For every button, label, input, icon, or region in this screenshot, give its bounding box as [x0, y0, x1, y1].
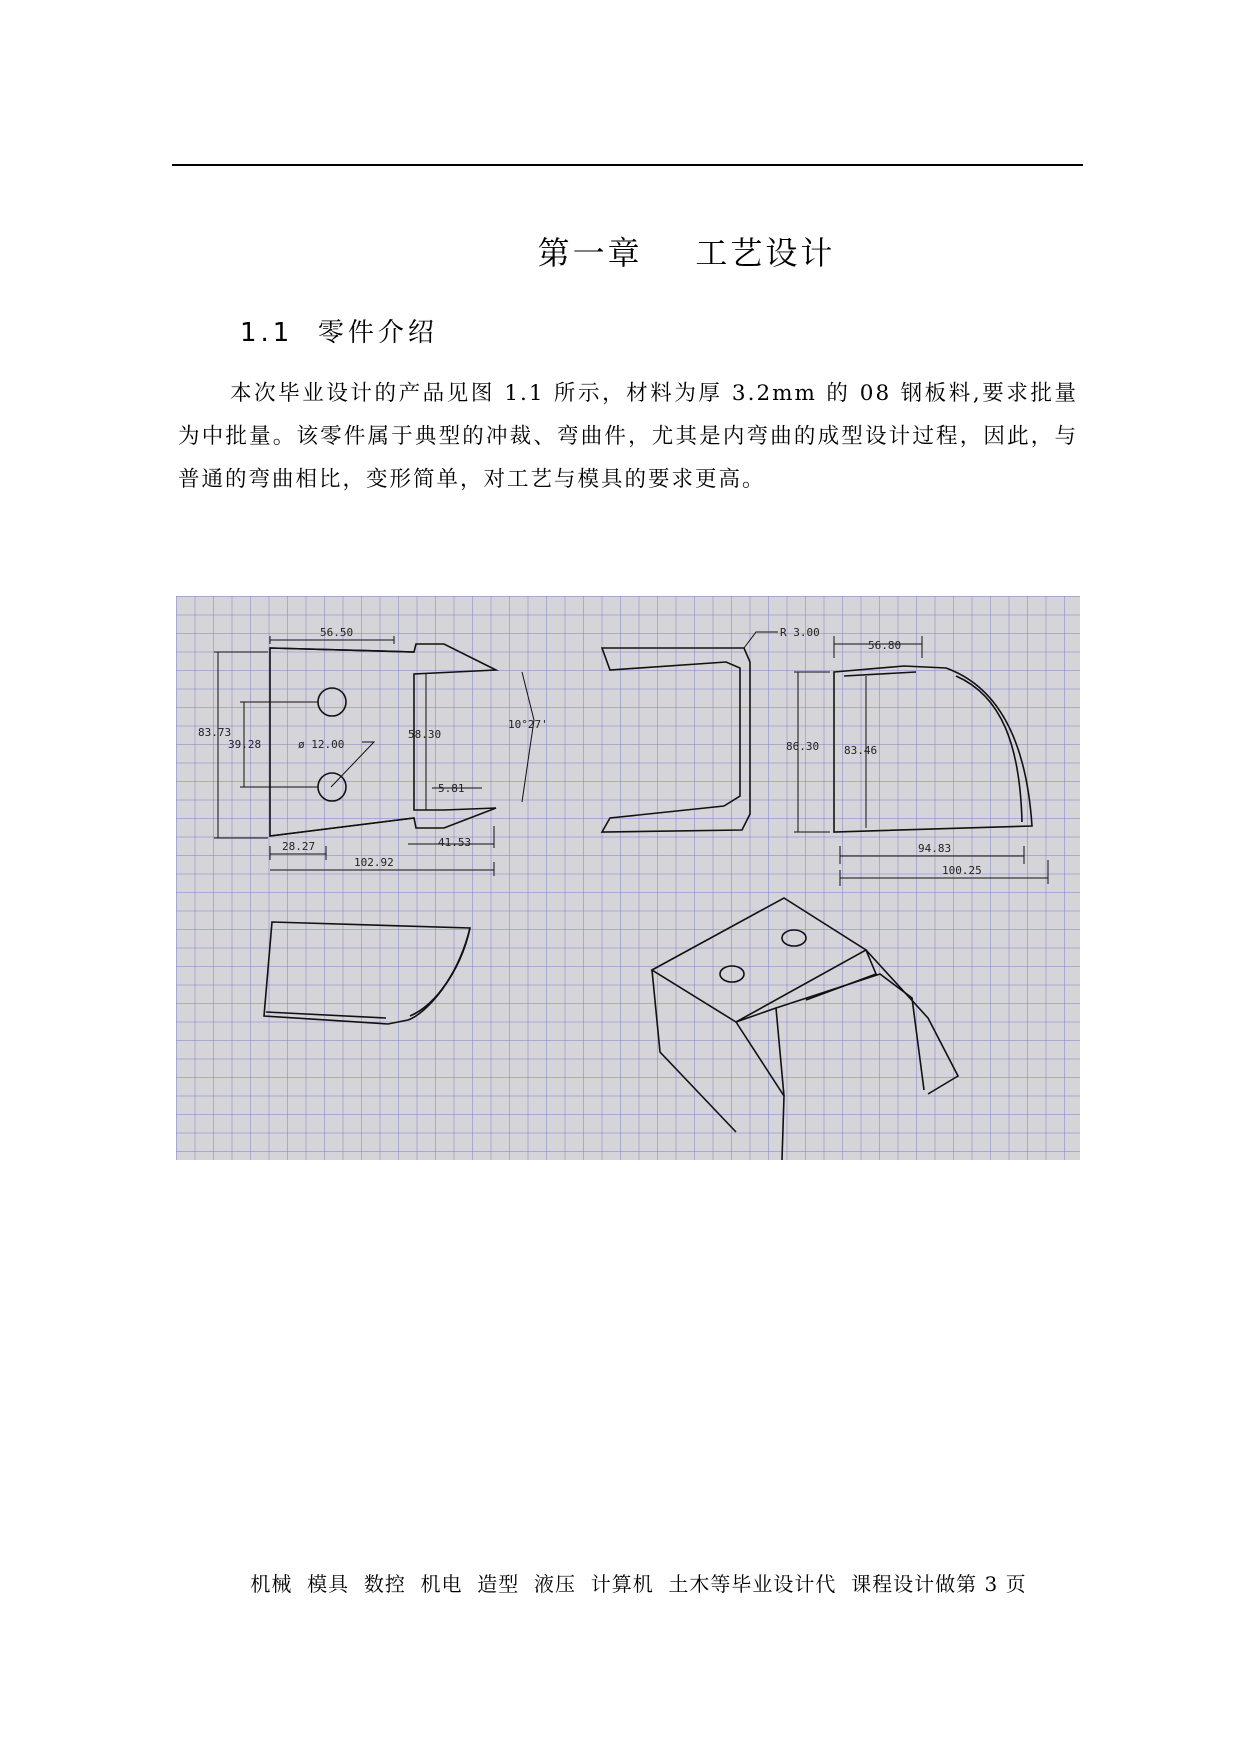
side-view: [602, 632, 778, 832]
bottom-left-view: [264, 922, 470, 1024]
dim-hole-spacing: 39.28: [228, 738, 262, 751]
chapter-title: 第一章 工艺设计: [537, 234, 836, 272]
dim-tip-width: 5.81: [438, 782, 465, 795]
dim-right-width-1: 94.83: [918, 842, 952, 855]
dim-right-width-2: 100.25: [942, 864, 982, 877]
dim-right-height: 86.30: [786, 740, 820, 753]
section-title: 1.1 零件介绍: [240, 318, 438, 348]
figure-part-drawing: [176, 596, 1080, 1160]
dim-radius: R 3.00: [780, 626, 820, 639]
paragraph-text: 本次毕业设计的产品见图 1.1 所示，材料为厚 3.2mm 的 08 钢板料,要求批量为中批量。该零件属于典型的冲裁、弯曲件，尤其是内弯曲的成型设计过程，因此，与普通的弯曲相比，变形简单，对工艺与模具的要求更高。: [178, 381, 1078, 492]
dim-right-inner-height: 83.46: [844, 744, 878, 757]
dim-height: 83.73: [198, 726, 232, 739]
dim-flange-width: 41.53: [438, 836, 472, 849]
dim-right-top-width: 56.80: [868, 639, 902, 652]
dim-overall-width: 102.92: [354, 856, 394, 869]
header-rule: [172, 164, 1083, 166]
dim-angle: 10°27': [508, 718, 548, 731]
isometric-view: [652, 898, 958, 1160]
dim-hole-dia: ø 12.00: [298, 738, 345, 751]
part-drawing-svg: [176, 596, 1080, 1160]
front-view: [214, 636, 534, 876]
dim-bottom-offset: 28.27: [282, 840, 316, 853]
dim-inner-height: 58.30: [408, 728, 442, 741]
dim-top-width: 56.50: [320, 626, 354, 639]
body-paragraph: [178, 372, 1078, 501]
page-footer: 机械 模具 数控 机电 造型 液压 计算机 土木等毕业设计代 课程设计做第 3 页: [250, 1572, 1027, 1596]
